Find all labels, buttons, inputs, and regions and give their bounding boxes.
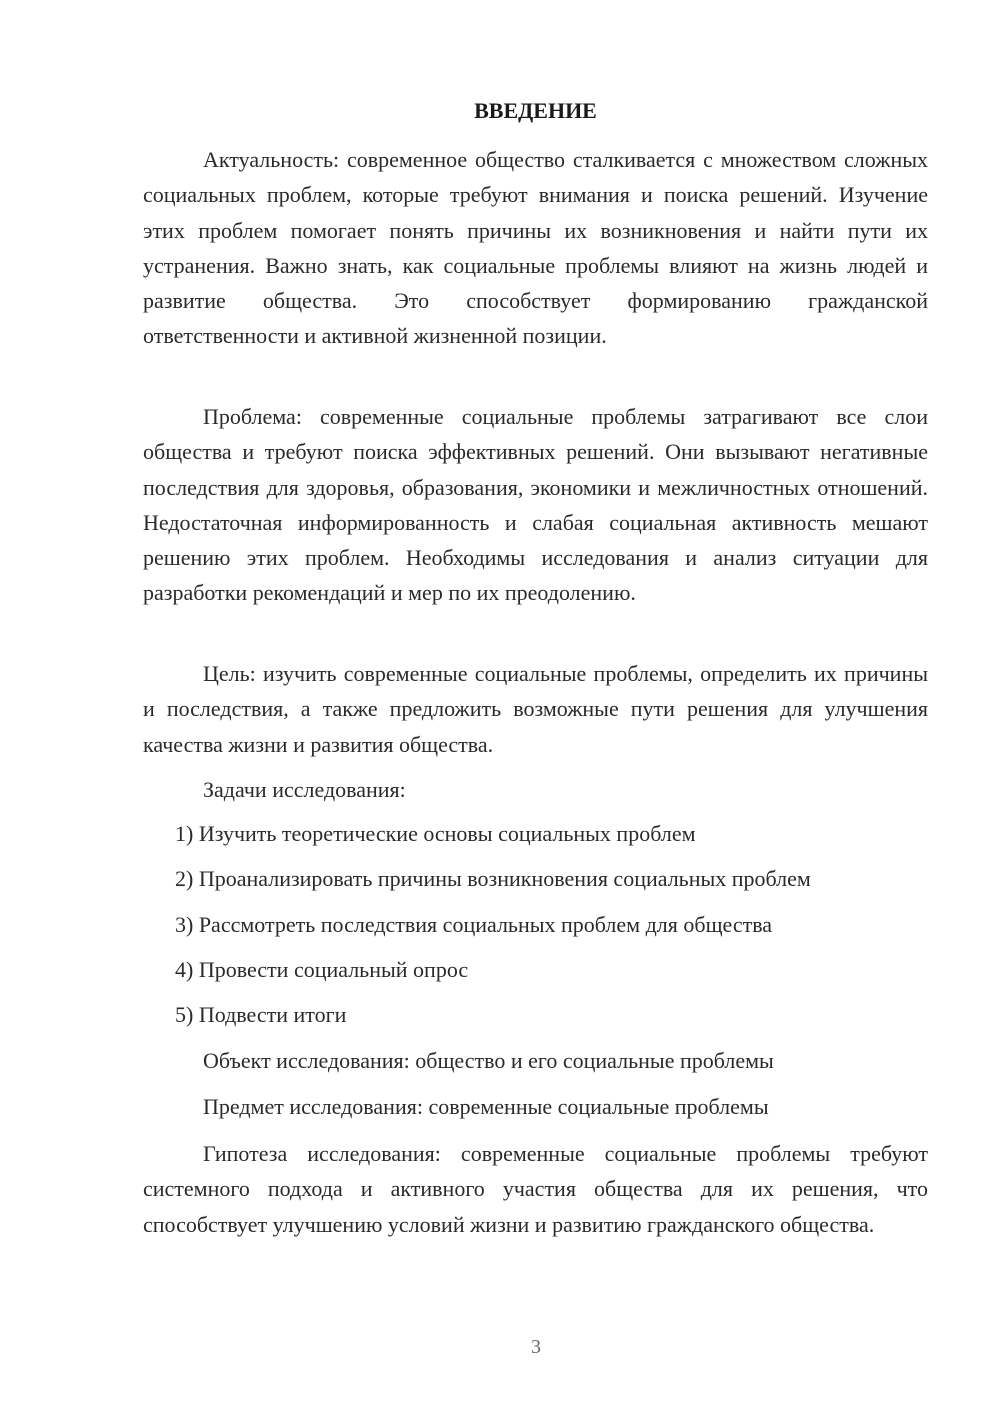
list-item: 2) Проанализировать причины возникновения социальных проблем — [175, 866, 811, 892]
tasks-heading: Задачи исследования: — [203, 777, 406, 802]
object-paragraph: Объект исследования: общество и его социальные проблемы — [203, 1048, 774, 1073]
hypothesis-paragraph: Гипотеза исследования: современные социальные проблемы требуют системного подхода и активного участия общества для их решения, что способствует улучшению условий жизни и развитию гражданского общества. — [143, 1141, 928, 1237]
subject-paragraph: Предмет исследования: современные социальные проблемы — [203, 1094, 769, 1119]
problem-paragraph: Проблема: современные социальные проблемы затрагивают все слои общества и требуют поиска эффективных решений. Они вызывают негативные последствия для здоровья, образования, экономики и межличностных отношений. Недостаточная информированность и слабая социальная активность мешают решению этих проблем. Необходимы исследования и анализ ситуации для разработки рекомендаций и мер по их преодолению. — [143, 404, 928, 606]
tasks-list — [175, 819, 811, 1045]
list-item: 4) Провести социальный опрос — [175, 956, 469, 982]
relevance-paragraph: Актуальность: современное общество сталкивается с множеством сложных социальных проблем, которые требуют внимания и поиска решений. Изучение этих проблем помогает понять причины их возникновения и найти пути их устранения. Важно знать, как социальные проблемы влияют на жизнь людей и развитие общества. Это способствует формированию гражданской ответственности и активной жизненной позиции. — [143, 147, 928, 349]
list-item: 3) Рассмотреть последствия социальных проблем для общества — [175, 911, 773, 937]
page-number: 3 — [531, 1336, 541, 1358]
page-title: ВВЕДЕНИЕ — [474, 98, 597, 123]
list-item: 5) Подвести итоги — [175, 1002, 347, 1028]
goal-paragraph: Цель: изучить современные социальные проблемы, определить их причины и последствия, а также предложить возможные пути решения для улучшения качества жизни и развития общества. — [143, 661, 928, 757]
list-item: 1) Изучить теоретические основы социальных проблем — [175, 821, 696, 846]
